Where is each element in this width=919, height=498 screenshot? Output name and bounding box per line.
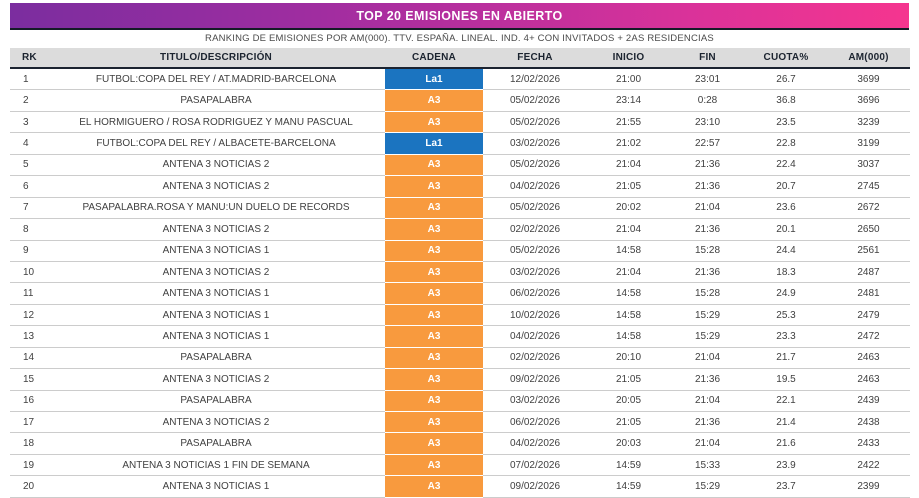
rank-cell: 10 bbox=[10, 261, 47, 282]
rank-cell: 19 bbox=[10, 454, 47, 475]
share-cell: 22.8 bbox=[745, 133, 827, 154]
table-row bbox=[10, 304, 910, 325]
end-cell: 15:28 bbox=[670, 283, 745, 304]
table-row bbox=[10, 133, 910, 154]
column-header-rk: RK bbox=[10, 48, 47, 68]
table-row bbox=[10, 261, 910, 282]
am-cell: 2479 bbox=[827, 304, 910, 325]
table-header bbox=[10, 48, 910, 68]
end-cell: 15:33 bbox=[670, 454, 745, 475]
date-cell: 05/02/2026 bbox=[483, 111, 587, 132]
rank-cell: 9 bbox=[10, 240, 47, 261]
start-cell: 21:02 bbox=[587, 133, 670, 154]
am-cell: 2487 bbox=[827, 261, 910, 282]
title-cell: ANTENA 3 NOTICIAS 2 bbox=[47, 176, 385, 197]
cadena-badge: A3 bbox=[385, 326, 483, 347]
cadena-badge: A3 bbox=[385, 240, 483, 261]
date-cell: 05/02/2026 bbox=[483, 197, 587, 218]
start-cell: 14:59 bbox=[587, 454, 670, 475]
am-cell: 2472 bbox=[827, 326, 910, 347]
share-cell: 25.3 bbox=[745, 304, 827, 325]
title-cell: ANTENA 3 NOTICIAS 1 bbox=[47, 240, 385, 261]
end-cell: 23:10 bbox=[670, 111, 745, 132]
am-cell: 3696 bbox=[827, 90, 910, 111]
cadena-badge: A3 bbox=[385, 154, 483, 175]
rank-cell: 17 bbox=[10, 412, 47, 433]
rank-cell: 15 bbox=[10, 369, 47, 390]
cadena-badge: A3 bbox=[385, 433, 483, 454]
rank-cell: 7 bbox=[10, 197, 47, 218]
am-cell: 3199 bbox=[827, 133, 910, 154]
title-cell: ANTENA 3 NOTICIAS 2 bbox=[47, 261, 385, 282]
column-header-fin: FIN bbox=[670, 48, 745, 68]
column-header-am: AM(000) bbox=[827, 48, 910, 68]
am-cell: 2399 bbox=[827, 476, 910, 497]
title-cell: ANTENA 3 NOTICIAS 2 bbox=[47, 154, 385, 175]
banner bbox=[10, 3, 909, 30]
end-cell: 21:04 bbox=[670, 433, 745, 454]
end-cell: 15:29 bbox=[670, 304, 745, 325]
end-cell: 21:36 bbox=[670, 412, 745, 433]
table-row bbox=[10, 433, 910, 454]
start-cell: 14:59 bbox=[587, 476, 670, 497]
table-row bbox=[10, 454, 910, 475]
title-cell: PASAPALABRA bbox=[47, 390, 385, 411]
column-header-fecha: FECHA bbox=[483, 48, 587, 68]
share-cell: 23.3 bbox=[745, 326, 827, 347]
table-row bbox=[10, 412, 910, 433]
am-cell: 3239 bbox=[827, 111, 910, 132]
title-cell: PASAPALABRA bbox=[47, 90, 385, 111]
table-row bbox=[10, 176, 910, 197]
table-row bbox=[10, 111, 910, 132]
title-cell: PASAPALABRA bbox=[47, 347, 385, 368]
date-cell: 09/02/2026 bbox=[483, 369, 587, 390]
am-cell: 2422 bbox=[827, 454, 910, 475]
end-cell: 15:29 bbox=[670, 326, 745, 347]
am-cell: 3699 bbox=[827, 68, 910, 90]
start-cell: 20:02 bbox=[587, 197, 670, 218]
rank-cell: 13 bbox=[10, 326, 47, 347]
date-cell: 04/02/2026 bbox=[483, 433, 587, 454]
cadena-badge: A3 bbox=[385, 347, 483, 368]
cadena-badge: La1 bbox=[385, 133, 483, 154]
table-row bbox=[10, 68, 910, 90]
end-cell: 21:36 bbox=[670, 176, 745, 197]
title-cell: ANTENA 3 NOTICIAS 1 FIN DE SEMANA bbox=[47, 454, 385, 475]
date-cell: 02/02/2026 bbox=[483, 219, 587, 240]
table-row bbox=[10, 90, 910, 111]
share-cell: 23.6 bbox=[745, 197, 827, 218]
start-cell: 21:04 bbox=[587, 261, 670, 282]
date-cell: 03/02/2026 bbox=[483, 261, 587, 282]
date-cell: 03/02/2026 bbox=[483, 133, 587, 154]
share-cell: 26.7 bbox=[745, 68, 827, 90]
cadena-badge: A3 bbox=[385, 219, 483, 240]
start-cell: 21:55 bbox=[587, 111, 670, 132]
title-cell: ANTENA 3 NOTICIAS 1 bbox=[47, 283, 385, 304]
column-header-cadena: CADENA bbox=[385, 48, 483, 68]
am-cell: 2433 bbox=[827, 433, 910, 454]
table-row bbox=[10, 283, 910, 304]
date-cell: 09/02/2026 bbox=[483, 476, 587, 497]
column-header-cuota: CUOTA% bbox=[745, 48, 827, 68]
rank-cell: 4 bbox=[10, 133, 47, 154]
title-cell: ANTENA 3 NOTICIAS 2 bbox=[47, 369, 385, 390]
title-cell: ANTENA 3 NOTICIAS 1 bbox=[47, 476, 385, 497]
end-cell: 15:29 bbox=[670, 476, 745, 497]
date-cell: 03/02/2026 bbox=[483, 390, 587, 411]
title-cell: FUTBOL:COPA DEL REY / ALBACETE-BARCELONA bbox=[47, 133, 385, 154]
share-cell: 18.3 bbox=[745, 261, 827, 282]
title-cell: ANTENA 3 NOTICIAS 2 bbox=[47, 412, 385, 433]
rank-cell: 14 bbox=[10, 347, 47, 368]
title-cell: PASAPALABRA bbox=[47, 433, 385, 454]
column-header-titulo: TITULO/DESCRIPCIÓN bbox=[47, 48, 385, 68]
title-cell: EL HORMIGUERO / ROSA RODRIGUEZ Y MANU PASCUAL bbox=[47, 111, 385, 132]
start-cell: 21:00 bbox=[587, 68, 670, 90]
cadena-badge: A3 bbox=[385, 90, 483, 111]
start-cell: 21:05 bbox=[587, 369, 670, 390]
start-cell: 14:58 bbox=[587, 240, 670, 261]
cadena-badge: A3 bbox=[385, 390, 483, 411]
end-cell: 21:36 bbox=[670, 219, 745, 240]
title-cell: FUTBOL:COPA DEL REY / AT.MADRID-BARCELONA bbox=[47, 68, 385, 90]
am-cell: 2481 bbox=[827, 283, 910, 304]
share-cell: 24.9 bbox=[745, 283, 827, 304]
am-cell: 2463 bbox=[827, 347, 910, 368]
date-cell: 07/02/2026 bbox=[483, 454, 587, 475]
am-cell: 2463 bbox=[827, 369, 910, 390]
end-cell: 0:28 bbox=[670, 90, 745, 111]
start-cell: 14:58 bbox=[587, 283, 670, 304]
am-cell: 2438 bbox=[827, 412, 910, 433]
end-cell: 23:01 bbox=[670, 68, 745, 90]
rank-cell: 12 bbox=[10, 304, 47, 325]
cadena-badge: La1 bbox=[385, 68, 483, 90]
rank-cell: 3 bbox=[10, 111, 47, 132]
am-cell: 2650 bbox=[827, 219, 910, 240]
rank-cell: 8 bbox=[10, 219, 47, 240]
rank-cell: 20 bbox=[10, 476, 47, 497]
table-row bbox=[10, 154, 910, 175]
end-cell: 21:36 bbox=[670, 154, 745, 175]
cadena-badge: A3 bbox=[385, 283, 483, 304]
end-cell: 21:36 bbox=[670, 261, 745, 282]
rank-cell: 5 bbox=[10, 154, 47, 175]
share-cell: 23.9 bbox=[745, 454, 827, 475]
date-cell: 04/02/2026 bbox=[483, 176, 587, 197]
cadena-badge: A3 bbox=[385, 476, 483, 497]
am-cell: 3037 bbox=[827, 154, 910, 175]
share-cell: 21.6 bbox=[745, 433, 827, 454]
cadena-badge: A3 bbox=[385, 111, 483, 132]
share-cell: 24.4 bbox=[745, 240, 827, 261]
share-cell: 23.5 bbox=[745, 111, 827, 132]
end-cell: 21:36 bbox=[670, 369, 745, 390]
date-cell: 04/02/2026 bbox=[483, 326, 587, 347]
share-cell: 19.5 bbox=[745, 369, 827, 390]
table-row bbox=[10, 347, 910, 368]
share-cell: 21.4 bbox=[745, 412, 827, 433]
rank-cell: 11 bbox=[10, 283, 47, 304]
cadena-badge: A3 bbox=[385, 197, 483, 218]
share-cell: 20.1 bbox=[745, 219, 827, 240]
cadena-badge: A3 bbox=[385, 369, 483, 390]
end-cell: 21:04 bbox=[670, 347, 745, 368]
start-cell: 20:03 bbox=[587, 433, 670, 454]
table-row bbox=[10, 326, 910, 347]
start-cell: 21:04 bbox=[587, 154, 670, 175]
date-cell: 05/02/2026 bbox=[483, 90, 587, 111]
date-cell: 12/02/2026 bbox=[483, 68, 587, 90]
title-cell: PASAPALABRA.ROSA Y MANU:UN DUELO DE RECORDS bbox=[47, 197, 385, 218]
title-cell: ANTENA 3 NOTICIAS 2 bbox=[47, 219, 385, 240]
date-cell: 05/02/2026 bbox=[483, 154, 587, 175]
column-header-inicio: INICIO bbox=[587, 48, 670, 68]
am-cell: 2745 bbox=[827, 176, 910, 197]
emissions-table bbox=[10, 48, 910, 498]
end-cell: 21:04 bbox=[670, 390, 745, 411]
end-cell: 15:28 bbox=[670, 240, 745, 261]
ranking-subtitle: RANKING DE EMISIONES POR AM(000). TTV. ESPAÑA. LINEAL. IND. 4+ CON INVITADOS + 2AS RESIDENCIAS bbox=[205, 33, 714, 44]
share-cell: 23.7 bbox=[745, 476, 827, 497]
cadena-badge: A3 bbox=[385, 261, 483, 282]
table-row bbox=[10, 476, 910, 497]
page-title: TOP 20 EMISIONES EN ABIERTO bbox=[356, 8, 563, 23]
rank-cell: 1 bbox=[10, 68, 47, 90]
start-cell: 21:05 bbox=[587, 176, 670, 197]
share-cell: 22.1 bbox=[745, 390, 827, 411]
table-row bbox=[10, 240, 910, 261]
start-cell: 23:14 bbox=[587, 90, 670, 111]
date-cell: 02/02/2026 bbox=[483, 347, 587, 368]
rank-cell: 18 bbox=[10, 433, 47, 454]
date-cell: 06/02/2026 bbox=[483, 283, 587, 304]
share-cell: 36.8 bbox=[745, 90, 827, 111]
cadena-badge: A3 bbox=[385, 454, 483, 475]
table-row bbox=[10, 219, 910, 240]
start-cell: 14:58 bbox=[587, 326, 670, 347]
date-cell: 10/02/2026 bbox=[483, 304, 587, 325]
table-row bbox=[10, 369, 910, 390]
share-cell: 21.7 bbox=[745, 347, 827, 368]
date-cell: 05/02/2026 bbox=[483, 240, 587, 261]
end-cell: 21:04 bbox=[670, 197, 745, 218]
title-cell: ANTENA 3 NOTICIAS 1 bbox=[47, 326, 385, 347]
cadena-badge: A3 bbox=[385, 304, 483, 325]
table-row bbox=[10, 197, 910, 218]
am-cell: 2439 bbox=[827, 390, 910, 411]
start-cell: 21:05 bbox=[587, 412, 670, 433]
rank-cell: 2 bbox=[10, 90, 47, 111]
table-row bbox=[10, 390, 910, 411]
cadena-badge: A3 bbox=[385, 176, 483, 197]
am-cell: 2672 bbox=[827, 197, 910, 218]
am-cell: 2561 bbox=[827, 240, 910, 261]
rank-cell: 16 bbox=[10, 390, 47, 411]
start-cell: 21:04 bbox=[587, 219, 670, 240]
start-cell: 20:05 bbox=[587, 390, 670, 411]
title-cell: ANTENA 3 NOTICIAS 1 bbox=[47, 304, 385, 325]
rank-cell: 6 bbox=[10, 176, 47, 197]
date-cell: 06/02/2026 bbox=[483, 412, 587, 433]
start-cell: 14:58 bbox=[587, 304, 670, 325]
share-cell: 22.4 bbox=[745, 154, 827, 175]
cadena-badge: A3 bbox=[385, 412, 483, 433]
share-cell: 20.7 bbox=[745, 176, 827, 197]
start-cell: 20:10 bbox=[587, 347, 670, 368]
end-cell: 22:57 bbox=[670, 133, 745, 154]
table-body bbox=[10, 68, 910, 497]
